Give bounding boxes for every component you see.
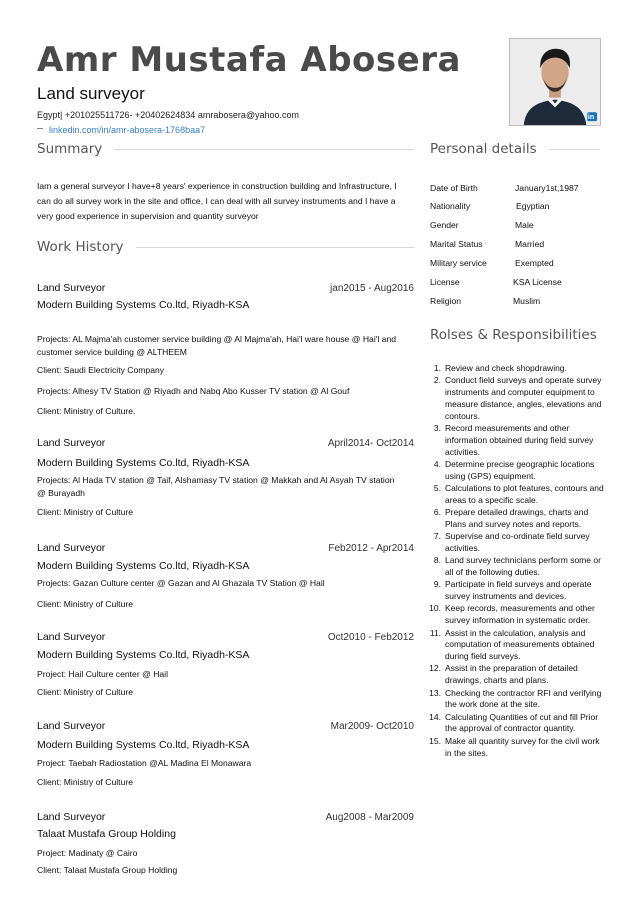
list-text: Checking the contractor RFI and verifying the work done at the site.: [445, 687, 602, 710]
job-dates: Aug2008 - Mar2009: [325, 812, 414, 823]
job-projects: Project: Hail Culture center @ Hail: [37, 669, 168, 679]
pd-value-nationality: Egyptian: [516, 201, 550, 211]
roles-list-item: [428, 531, 606, 555]
roles-heading-text: Rolses & Responsibilities: [430, 327, 597, 343]
pd-value-dob: January1st,1987: [515, 183, 579, 193]
job-projects: Projects: Gazan Culture center @ Gazan and Al Ghazala TV Station @ Hail: [37, 578, 325, 588]
job-dates: Oct2010 - Feb2012: [327, 632, 414, 643]
pd-value-license: KSA License: [513, 277, 562, 287]
list-text: Participate in field surveys and operate survey instruments and devices.: [445, 579, 592, 602]
pd-value-marital: Married: [515, 239, 545, 249]
list-text: Land survey technicians perform some or all of the following duties.: [445, 555, 601, 578]
job-title: Land Surveyor: [37, 720, 106, 732]
summary-heading-text: Summary: [37, 141, 103, 157]
roles-list-item: [428, 363, 606, 375]
job-company: Modern Building Systems Co.ltd, Riyadh-KSA: [37, 649, 250, 661]
personal-heading: [430, 141, 600, 157]
list-number: 11.: [429, 627, 441, 638]
personal-heading-text: Personal details: [430, 141, 537, 157]
list-text: Calculating Quantities of cut and fill Prior the approval of contractor quantity.: [445, 711, 599, 734]
list-number: 1.: [433, 363, 441, 373]
roles-list-item: [428, 555, 606, 579]
pd-value-gender: Male: [515, 220, 534, 230]
list-number: 7.: [433, 531, 441, 542]
profile-photo-drawing: [510, 39, 600, 125]
job-client: Client: Ministry of Culture.: [37, 406, 136, 416]
job-company: Modern Building Systems Co.ltd, Riyadh-KSA: [37, 299, 250, 311]
contact-line: Egypt| +201025511726- +20402624834 amrabosera@yahoo.com: [37, 110, 300, 120]
list-number: 10.: [429, 603, 441, 614]
roles-list-item: [428, 507, 606, 531]
work-heading-text: Work History: [37, 239, 124, 255]
list-number: 8.: [433, 555, 441, 566]
pd-label-military: Military service: [430, 258, 487, 268]
job-title: Land Surveyor: [37, 282, 106, 294]
list-number: 6.: [433, 507, 441, 518]
job-projects: Project: Taebah Radiostation @AL Madina El Monawara: [37, 758, 252, 768]
job-company: Modern Building Systems Co.ltd, Riyadh-KSA: [37, 457, 250, 469]
link-bullet: [37, 128, 43, 129]
candidate-role: Land surveyor: [37, 84, 145, 103]
roles-list-item: [428, 483, 606, 507]
list-text: Determine precise geographic locations using (GPS) equipment.: [445, 458, 595, 481]
pd-value-religion: Muslim: [513, 296, 541, 306]
job-dates: Mar2009- Oct2010: [330, 721, 414, 732]
roles-list-item: [428, 736, 606, 760]
job-projects: Projects: AL Majma'ah customer service building @ Al Majma'ah, Hai'l ware house @ Hai'l and customer service building @ ALTHEEM: [37, 334, 397, 357]
list-text: Record measurements and other information obtained during field survey activities.: [445, 422, 594, 457]
pd-label-marital: Marital Status: [430, 239, 483, 249]
pd-label-gender: Gender: [430, 220, 459, 230]
list-text: Make all quantity survey for the civil work in the sites.: [445, 735, 600, 758]
linkedin-badge-text: in: [587, 114, 595, 121]
job-company: Talaat Mustafa Group Holding: [37, 828, 176, 840]
linkedin-link[interactable]: [37, 125, 205, 135]
job-title: Land Surveyor: [37, 542, 106, 554]
roles-list-item: [428, 459, 606, 483]
roles-list-item: [428, 712, 606, 736]
list-number: 14.: [429, 711, 441, 722]
roles-list-item: [428, 628, 606, 663]
job-company: Modern Building Systems Co.ltd, Riyadh-KSA: [37, 560, 250, 572]
job-title: Land Surveyor: [37, 631, 106, 643]
roles-list-item: [428, 663, 606, 687]
roles-list-item: [428, 579, 606, 603]
job-company: Modern Building Systems Co.ltd, Riyadh-KSA: [37, 739, 250, 751]
summary-text: Iam a general surveyor I have+8 years' experience in construction building and Infrastructure, I can do all survey work in the site and office, I can deal with all survey instruments and I have a very good experience in supervision and quantity surveyor: [37, 181, 397, 221]
roles-list-item: [428, 375, 606, 422]
list-number: 15.: [429, 735, 441, 746]
job-client: Client: Ministry of Culture: [37, 777, 133, 787]
job-dates: Feb2012 - Apr2014: [328, 543, 414, 554]
list-text: Keep records, measurements and other survey information in systematic order.: [445, 603, 595, 626]
roles-list: [428, 363, 606, 760]
job-dates: April2014- Oct2014: [327, 438, 414, 449]
pd-value-military: Exempted: [515, 258, 554, 268]
pd-label-nationality: Nationality: [430, 201, 471, 211]
list-number: 2.: [433, 375, 441, 386]
roles-list-item: [428, 688, 606, 712]
summary-heading: [37, 141, 414, 157]
job-dates: jan2015 - Aug2016: [330, 283, 414, 294]
pd-label-religion: Religion: [430, 296, 462, 306]
list-number: 4.: [433, 458, 441, 469]
list-text: Assist in the calculation, analysis and computation of measurements obtained during field surveys.: [445, 627, 595, 662]
list-number: 9.: [433, 579, 441, 590]
roles-list-item: [428, 603, 606, 627]
list-text: Assist in the preparation of detailed drawings, charts and plans.: [445, 663, 578, 686]
pd-label-dob: Date of Birth: [430, 183, 478, 193]
list-text: Conduct field surveys and operate survey instruments and computer equipment to measure distance, angles, elevations and contours.: [445, 375, 602, 421]
divider: [114, 149, 414, 150]
job-client: Client: Ministry of Culture: [37, 507, 133, 517]
job-client: Client: Saudi Electricity Company: [37, 365, 165, 375]
list-number: 12.: [429, 663, 441, 674]
roles-list-item: [428, 423, 606, 458]
work-heading: [37, 239, 414, 255]
list-text: Supervise and co-ordinate field survey activities.: [445, 531, 590, 553]
list-number: 13.: [429, 687, 441, 698]
pd-label-license: License: [430, 277, 460, 287]
list-number: 5.: [433, 482, 441, 493]
candidate-name: Amr Mustafa Abosera: [37, 40, 461, 80]
list-number: 3.: [433, 422, 441, 433]
job-client: Client: Ministry of Culture: [37, 599, 133, 609]
job-client: Client: Talaat Mustafa Group Holding: [37, 865, 178, 875]
job-projects: Project: Madinaty @ Cairo: [37, 848, 138, 858]
divider: [136, 247, 414, 248]
list-text: Review and check shopdrawing.: [445, 363, 567, 373]
job-client: Client: Ministry of Culture: [37, 687, 133, 697]
linkedin-url[interactable]: linkedin.com/in/amr-abosera-1768baa7: [49, 125, 206, 135]
job-projects: Projects: Al Hada TV station @ Taif, Alshamasy TV station @ Makkah and Al Asyah TV station @ Burayadh: [37, 475, 395, 498]
list-text: Prepare detailed drawings, charts and Plans and survey notes and reports.: [445, 507, 589, 529]
divider: [549, 149, 600, 150]
profile-photo: [509, 38, 601, 126]
roles-heading: [430, 327, 600, 343]
job-projects: Projects: Alhesy TV Station @ Riyadh and Nabq Abo Kusser TV station @ Al Gouf: [37, 386, 350, 396]
list-text: Calculations to plot features, contours and areas to a specific scale.: [445, 482, 604, 505]
job-title: Land Surveyor: [37, 437, 106, 449]
job-title: Land Surveyor: [37, 811, 106, 823]
